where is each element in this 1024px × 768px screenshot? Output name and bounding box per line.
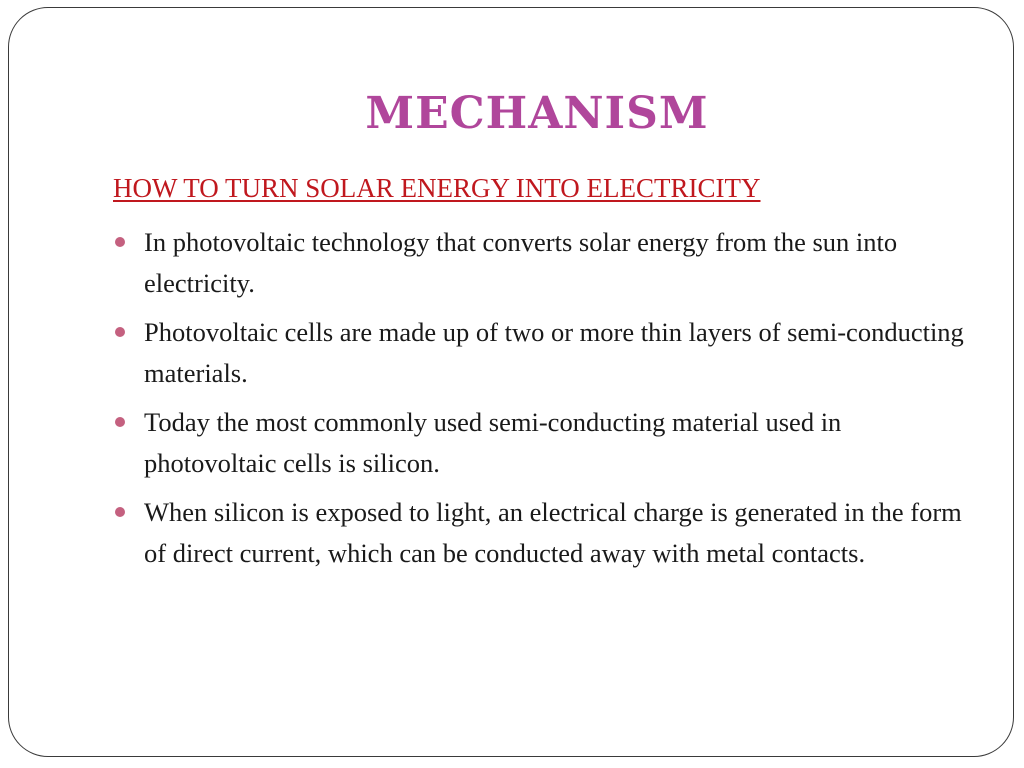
bullet-text: Today the most commonly used semi-conducting material used in photovoltaic cells is silicon. [144, 407, 842, 478]
bullet-item [113, 492, 973, 574]
slide-title: MECHANISM [365, 88, 709, 139]
bullet-icon [115, 237, 125, 247]
bullet-text: In photovoltaic technology that converts solar energy from the sun into electricity. [144, 227, 898, 298]
bullet-item [113, 222, 973, 304]
slide-subtitle: HOW TO TURN SOLAR ENERGY INTO ELECTRICITY [113, 173, 761, 203]
bullet-item [113, 402, 973, 484]
bullet-list [113, 222, 973, 582]
bullet-item [113, 312, 973, 394]
bullet-icon [115, 327, 125, 337]
bullet-text: When silicon is exposed to light, an electrical charge is generated in the form of direct current, which can be conducted away with metal contacts. [144, 497, 962, 568]
bullet-icon [115, 507, 125, 517]
bullet-text: Photovoltaic cells are made up of two or more thin layers of semi-conducting materials. [144, 317, 964, 388]
bullet-icon [115, 417, 125, 427]
